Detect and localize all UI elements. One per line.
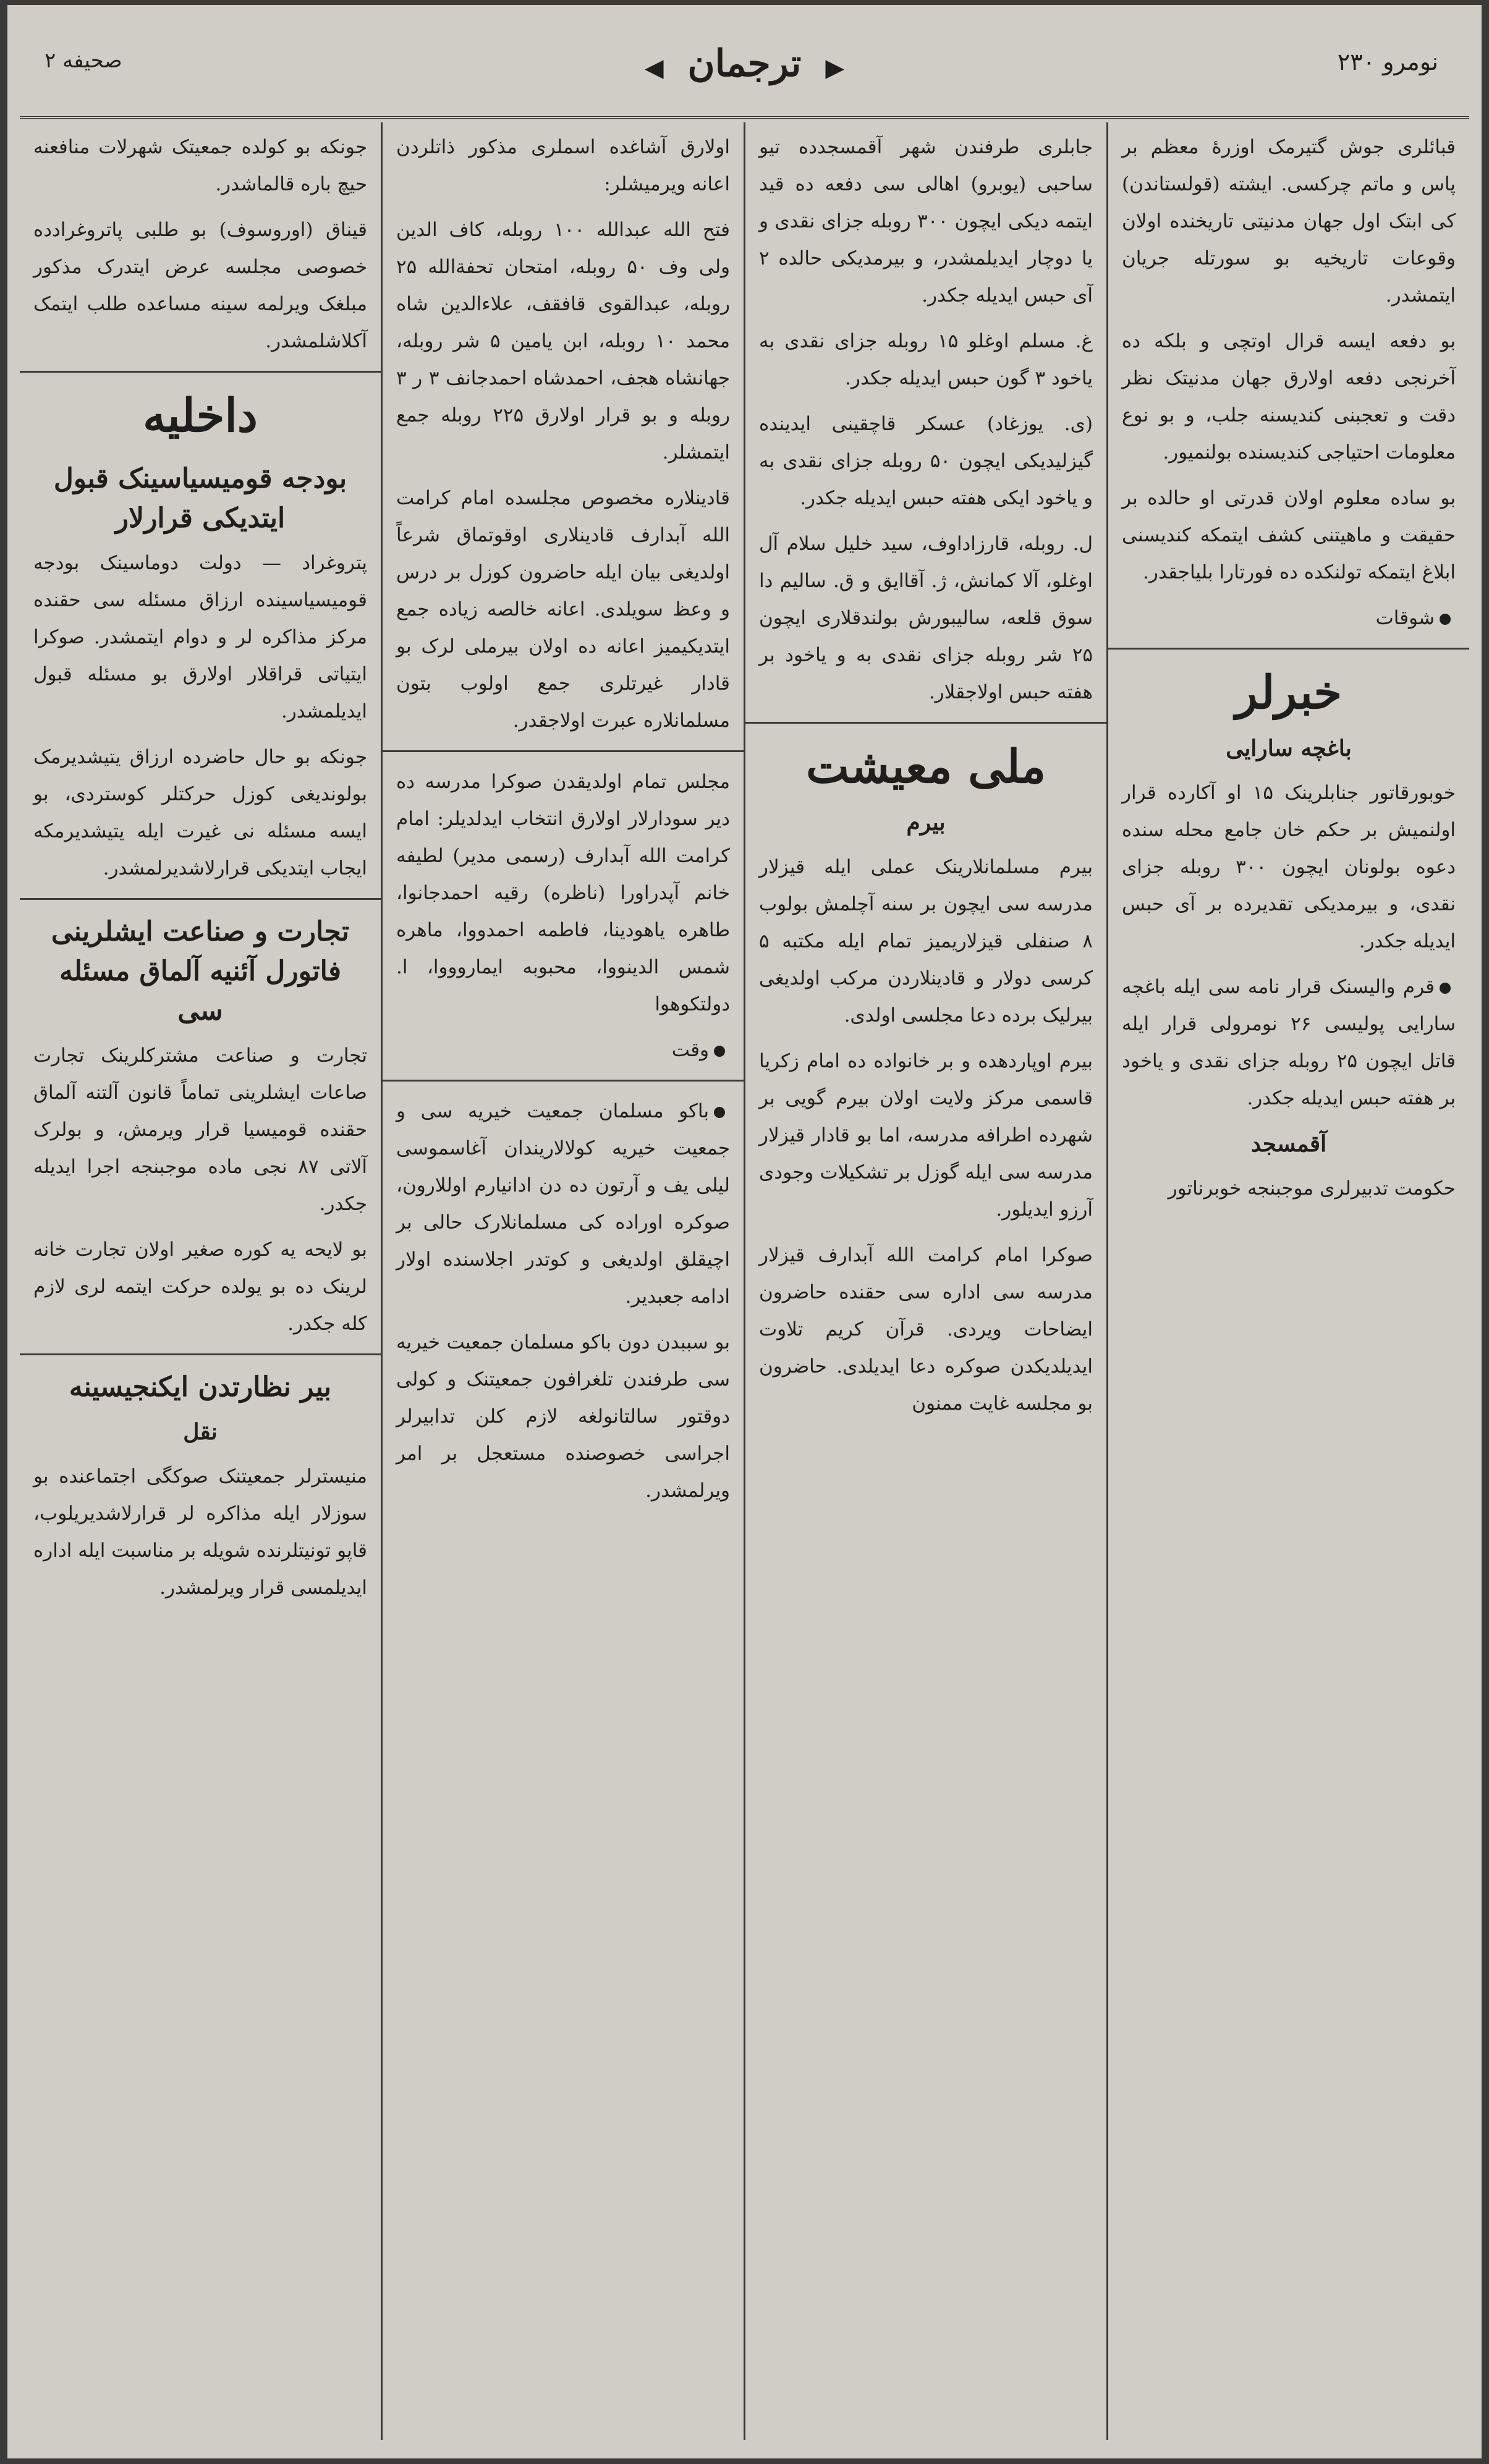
divider <box>20 371 381 373</box>
paragraph: قبائلری جوش گتیرمک اوزرهٔ معظم بر پاس و ماتم چرکسی. ایشته (قولستاندن) کی ابتک اول جهان مدنیتی تاریخنده اولان وقوعات تاریخیه بو سورتله جریان ایتمشدر. <box>1122 136 1456 307</box>
ornament-icon: ▶ <box>825 53 845 82</box>
section-title: خبرلر <box>1235 666 1343 719</box>
section-title: ملی معیشت <box>806 740 1046 794</box>
bullet-icon <box>1440 614 1451 625</box>
divider <box>383 1080 744 1082</box>
paragraph: صوکرا امام کرامت الله آبدارف قیزلار مدرسه سی اداره سی حقنده حاضرون ایضاحات ویردی. قرآن کریم تلاوت ایدیلدیکدن صوکره دعا ایدیلدی. حاضرون بو مجلسه غایت ممنون <box>759 1244 1093 1415</box>
paragraph: حکومت تدبیرلری موجبنجه خوبرناتور <box>1168 1177 1456 1200</box>
columns <box>20 122 1469 2440</box>
section-title: داخلیه <box>143 389 258 442</box>
paragraph: اولارق آشاغده اسملری مذکور ذاتلردن اعانه ویرمیشلر: <box>396 136 730 195</box>
paragraph: قیناق (اوروسوف) بو طلبی پاتروغرادده خصوصی مجلسه عرض ایتدرک مذکور مبلغک ویرلمه سینه مساعده طلب ایتمک آکلاشلمشدر. <box>33 219 367 352</box>
bullet-icon <box>1440 983 1451 994</box>
paragraph: بو دفعه ایسه قرال اوتچی و بلکه ده آخرنجی دفعه اولارق جهان مدنیتک نظر دقت و تعجبنی کندیسنه جلب، و بو نوع معلومات احتیاجی کندیسنده بولنمیور. <box>1122 330 1456 464</box>
bullet-icon <box>714 1046 725 1057</box>
paragraph: بو لایحه یه کوره صغیر اولان تجارت خانه لرینک ده بو یولده حرکت ایتمه لری لازم کله جکدر. <box>33 1238 367 1335</box>
section-subtitle: باغچه سارایی <box>1226 735 1352 761</box>
divider <box>745 722 1106 724</box>
signature: شوقات <box>1122 599 1456 637</box>
column-4 <box>20 122 381 2440</box>
signature: وقت <box>396 1031 730 1069</box>
newspaper-page <box>7 5 1482 2458</box>
article-headline: تجارت و صناعت ایشلرینی فاتورل آئنیه آلماق مسئله سی <box>51 916 350 1027</box>
paragraph: غ. مسلم اوغلو ۱۵ روبله جزای نقدی به یاخود ۳ گون حبس ایدیله جکدر. <box>759 330 1093 389</box>
paragraph: قادینلاره مخصوص مجلسده امام کرامت الله آبدارف قادینلاری اوقوتماق شرعاً اولدیغی بیان ایله حاضرون کوزل بر درس و وعظ سویلدی. اعانه خالصه زیاده جمع ایتدیکیمیز اعانه ده اولان بیرملی لرک بو قادار غیرتلری جمع اولوب بتون مسلمانلاره عبرت اولاجقدر. <box>396 487 730 732</box>
paragraph: منیسترلر جمعیتنک صوکگی اجتماعنده بو سوزلار ایله مذاکره لر قرارلاشدیریلوب، قاپو تونیتلرنده شویله بر مناسبت ایله اداره ایدیلمسی قرار ویرلمشدر. <box>33 1465 367 1599</box>
paragraph: مجلس تمام اولدیقدن صوکرا مدرسه ده دیر سودارلار اولارق انتخاب ایدلدیلر: امام کرامت الله آبدارف (رسمی مدیر) لطیفه خانم آپدراورا (ناظره) رقیه احمدجانوا، طاهره یاهودینا، فاطمه احمدووا، ماهره شمس الدینووا، محبوبه ایماروووا، ا. دولتکوهوا <box>396 771 730 1015</box>
paragraph: خوبورقاتور جنابلرینک ۱۵ او آکارده قرار اولنمیش بر حکم خان جامع محله سنده دعوه بولونان ایچون ۳۰۰ روبله جزای نقدی، و بیرمدیکی تقدیرده بر آی حبس ایدیله جکدر. <box>1122 782 1456 952</box>
paragraph: بو ساده معلوم اولان قدرتی او حالده بر حقیقت و ماهیتنی کشف ایتمکه کندیسنی ابلاغ ایتمکه تولنکده ده فورتارا بلیاجقدر. <box>1122 487 1456 583</box>
masthead <box>20 30 1469 119</box>
divider <box>20 1353 381 1355</box>
column-2 <box>744 122 1106 2440</box>
paragraph: بو سببدن دون باکو مسلمان جمعیت خیریه سی طرفندن تلغرافون جمعیتنک و کولی دوقتور سالتانولغه لازم کلن تدابیرلر اجراسی خصوصنده مستعجل بر امر ویرلمشدر. <box>396 1331 730 1502</box>
divider <box>383 750 744 752</box>
paragraph: ل. روبله، قارزاداوف، سید خلیل سلام آل اوغلو، آلا کمانش، ژ. آقاایق و ق. سالیم دا سوق قلعه، سالیبورش بولندقلاری ایچون ۲۵ شر روبله جزای نقدی به و یاخود بر هفته حبس اولاجقلار. <box>759 533 1093 703</box>
paragraph: بیرم اوپاردهده و بر خانواده ده امام زکریا قاسمی مرکز ولایت اولان بیرم گویی بر شهرده اطرافه مدرسه، اما بو قادار قیزلار مدرسه سی ایله گوزل بر تشکیلات وجودی آرزو ایدیلور. <box>759 1050 1093 1221</box>
ornament-icon: ◀ <box>644 53 664 82</box>
section-subtitle: بیرم <box>906 810 946 836</box>
paragraph: (ی. یوزغاد) عسکر قاچقینی ایدینده گیزلیدیکی ایچون ۵۰ روبله جزای نقدی به و یاخود ایکی هفته حبس ایدیله جکدر. <box>759 413 1093 509</box>
paragraph: باکو مسلمان جمعیت خیریه سی و جمعیت خیریه کولالاریندان آغاسموسی لیلی یف و آرتون ده دن ادانیارم اوللارون، صوکره اوراده کی مسلمانلارک حالی بر اچیقلق اولدیغی و کوتدر اجلاسنده اولار ادامه جعبدیر. <box>396 1100 730 1308</box>
paragraph: جابلری طرفندن شهر آقمسجدده تیو ساحبی (یوبرو) اهالی سی دفعه ده قید ایتمه دیکی ایچون ۳۰۰ روبله جزای نقدی و یا دوچار ایدیلمشدر، و بیرمدیکی حالده ۲ آی حبس ایدیله جکدر. <box>759 136 1093 307</box>
title-text: ترجمان <box>687 42 802 85</box>
paragraph: جونکه بو کولده جمعیتک شهرلات منافعنه حیچ باره قالماشدر. <box>33 136 367 195</box>
divider <box>1108 648 1469 650</box>
paragraph: جونکه بو حال حاضرده ارزاق یتیشدیرمک بولوندیغی کوزل حرکتلر کوستردی، بو ایسه مسئله نی غیرت ایله یتیشدیرمکه ایجاب ایتدیکی قرارلاشدیرلمشدر. <box>33 746 367 879</box>
paragraph: فتح الله عبدالله ۱۰۰ روبله، کاف الدین ولی وف ۵۰ روبله، امتحان تحفةالله ۲۵ روبله، عبدالقوی قافقف، علاءالدین شاه محمد ۱۰ روبله، ابن یامین ۵ شر روبله، جهانشاه هجف، احمدشاه احمدجانف ۳ ر ۳ روبله و بو قرار اولارق ۲۲۵ روبله جمع ایتمشلر. <box>396 219 731 464</box>
column-3 <box>381 122 744 2440</box>
issue-number: نومرو ۲۳۰ <box>1337 48 1438 75</box>
paragraph: بیرم مسلمانلارینک عملی ایله قیزلار مدرسه سی ایچون بر سنه آچلمش بولوب ۸ صنفلی قیزلاریمیز تمام ایله مکتبه ۵ کرسی دولار و قادینلاردن مرکب اولدیغی بیرلیک برده دعا مجلسی اولدی. <box>759 856 1093 1027</box>
article-subtitle: نقل <box>183 1419 218 1445</box>
page-label: صحيفه ۲ <box>45 48 122 73</box>
article-headline: بودجه قومیسیاسینک قبول ایتدیکی قرارلار <box>53 463 347 534</box>
divider <box>20 898 381 900</box>
paragraph: قرم والیسنک قرار نامه سی ایله باغچه سارایی پولیسی ۲۶ نومرولی قرار ایله قاتل ایچون ۲۵ روبله جزای نقدی و یاخود بر هفته حبس ایدیله جکدر. <box>1122 976 1456 1109</box>
column-1 <box>1106 122 1469 2440</box>
section-subtitle: آقمسجد <box>1250 1131 1327 1157</box>
paragraph: پتروغراد — دولت دوماسینک بودجه قومیسیاسینده ارزاق مسئله سی حقنده مرکز مذاکره لر و دوام ایتمشدر. صوکرا ایتیاتی قراقلار اولارق بو مسئله قبول ایدیلمشدر. <box>33 552 367 722</box>
bullet-icon <box>714 1107 725 1118</box>
newspaper-title <box>20 42 1469 85</box>
paragraph: تجارت و صناعت مشترکلرینک تجارت صاعات ایشلرینی تماماً قانون آلتنه آلماق حقنده قومیسیا قرار ویرمش، و بولرک آلاتی ۸۷ نجی ماده موجبنجه اجرا ایدیله جکدر. <box>33 1044 368 1215</box>
article-headline: بیر نظارتدن ایکنجیسینه <box>69 1371 332 1403</box>
